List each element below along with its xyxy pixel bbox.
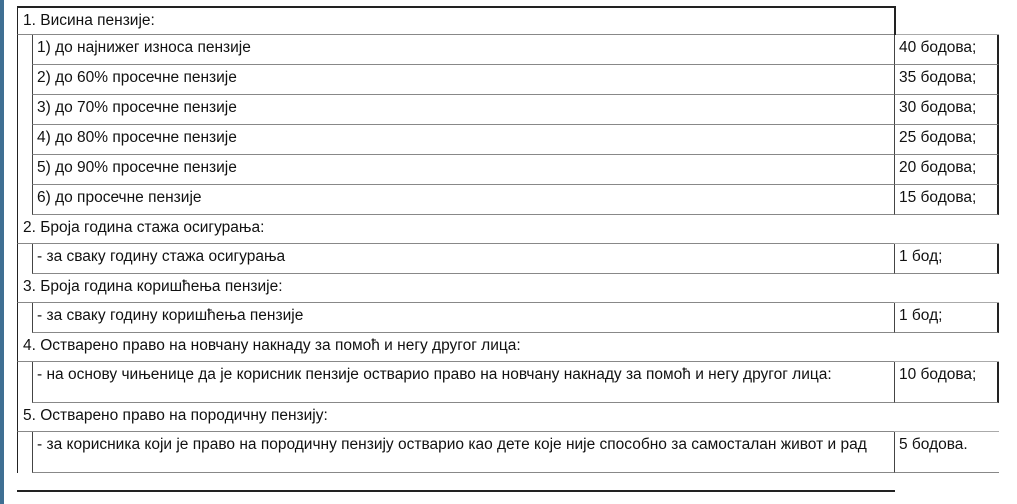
item-text: - за сваку годину коришћења пензије [32,303,894,333]
item-points: 40 бодова; [894,35,999,65]
section-row [17,274,999,303]
item-points: 1 бод; [894,244,999,274]
points-cell-empty [894,6,999,35]
table-row [17,303,999,333]
table-bottom-border [17,490,895,492]
section-row [17,215,999,244]
table-row [17,125,999,155]
item-text: - за корисника који је право на породичну пензију остварио као дете које није способно за самосталан живот и рад [32,432,894,473]
section-row [17,333,999,362]
section-row [17,6,999,35]
table-row [17,65,999,95]
item-text: 6) до просечне пензије [32,185,894,215]
item-text: 3) до 70% просечне пензије [32,95,894,125]
window-edge [0,0,4,504]
item-points: 20 бодова; [894,155,999,185]
section-title: 5. Остварено право на породичну пензију: [17,403,894,432]
item-text: 4) до 80% просечне пензије [32,125,894,155]
item-points: 5 бодова. [894,432,999,473]
table-row [17,95,999,125]
section-title: 1. Висина пензије: [17,6,894,35]
item-text: - на основу чињенице да је корисник пензије остварио право на новчану накнаду за помоћ и негу другог лица: [32,362,894,403]
item-points: 30 бодова; [894,95,999,125]
section-title: 4. Остварено право на новчану накнаду за помоћ и негу другог лица: [17,333,894,362]
table-row [17,155,999,185]
table-border [894,6,896,35]
item-text: 1) до најнижег износа пензије [32,35,894,65]
table-row [17,185,999,215]
section-title: 2. Броја година стажа осигурања: [17,215,894,244]
section-row [17,403,999,432]
item-points: 25 бодова; [894,125,999,155]
item-text: 2) до 60% просечне пензије [32,65,894,95]
item-text: - за сваку годину стажа осигурања [32,244,894,274]
pension-points-table [17,6,999,473]
table-row [17,362,999,403]
item-text: 5) до 90% просечне пензије [32,155,894,185]
table-row [17,244,999,274]
item-points: 1 бод; [894,303,999,333]
item-points: 35 бодова; [894,65,999,95]
section-title: 3. Броја година коришћења пензије: [17,274,894,303]
item-points: 10 бодова; [894,362,999,403]
table-row [17,432,999,473]
item-points: 15 бодова; [894,185,999,215]
table-row [17,35,999,65]
